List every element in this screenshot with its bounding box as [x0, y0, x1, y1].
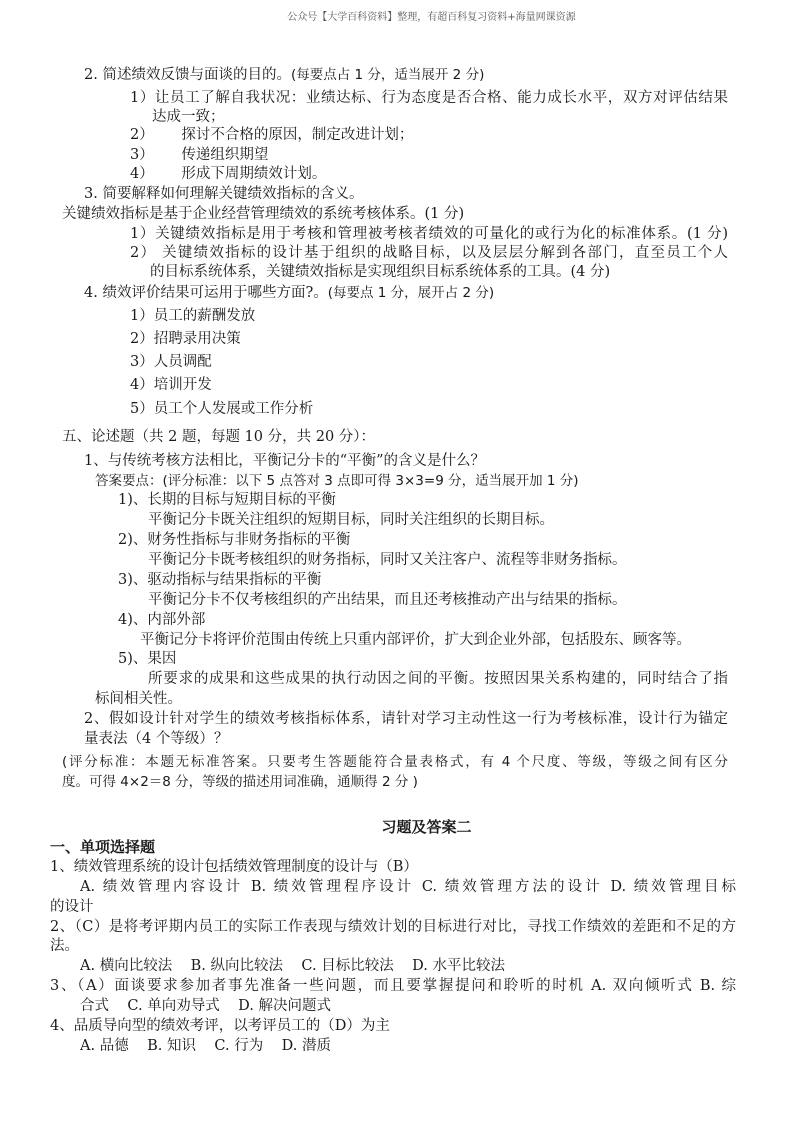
options: 合式 C. 单向劝导式 D. 解决问题式: [80, 998, 331, 1014]
question: 4、品质导向型的绩效考评，以考评员工的（D）为主: [50, 1018, 390, 1034]
answer-line: 达成一致；: [152, 109, 225, 125]
options: A. 横向比较法 B. 纵向比较法 C. 目标比较法 D. 水平比较法: [80, 958, 505, 974]
options: 的设计: [50, 899, 94, 915]
answer-detail: 所要求的成果和这些成果的执行动因之间的平衡。按照因果关系构建的，同时结合了指: [148, 671, 728, 687]
answer-point: 4)、内部外部: [118, 612, 206, 628]
list-item: 2）招聘录用决策: [130, 331, 241, 347]
score-note: (每要点 1 分，展开占 2 分): [327, 285, 495, 301]
answer-point: 5)、果因: [118, 651, 177, 667]
list-item: 3）人员调配: [130, 354, 212, 370]
answer-detail: 标间相关性。: [95, 691, 182, 707]
header-note: 公众号【大学百科资料】整理，有超百科复习资料+海量网课资源: [287, 12, 576, 23]
q2-title: 2. 简述绩效反馈与面谈的目的。: [84, 67, 291, 83]
question-title: 1、与传统考核方法相比，平衡记分卡的“平衡”的含义是什么？: [84, 453, 486, 469]
question: 3、（A）面谈要求参加者事先准备一些问题，而且要掌握提问和聆听的时机 A. 双向倾听式 B. 综: [50, 978, 736, 994]
answer-line: 1）让员工了解自我状况：业绩达标、行为态度是否合格、能力成长水平，双方对评估结果: [130, 90, 728, 106]
question: 法。: [50, 938, 79, 954]
options: A. 绩效管理内容设计 B. 绩效管理程序设计 C. 绩效管理方法的设计 D. 绩效管理目标: [80, 879, 736, 895]
answer-detail: 平衡记分卡既关注组织的短期目标，同时关注组织的长期目标。: [148, 512, 554, 528]
question-title: [84, 283, 494, 303]
scoring-note: (评分标准：本题无标准答案。只要考生答题能符合量表格式，有 4 个尺度、等级，等级之间有区分: [62, 754, 728, 770]
answer-line: 的目标系统体系，关键绩效指标是实现组织目标系统体系的工具。(4 分): [150, 264, 611, 280]
scoring-note: 度。可得 4×2＝8 分，等级的描述用词准确，通顺得 2 分 ): [62, 774, 418, 790]
answer-line: 2） 探讨不合格的原因，制定改进计划；: [130, 127, 414, 143]
part-title: 习题及答案二: [381, 818, 472, 836]
score-note: (每要点占 1 分，适当展开 2 分): [290, 67, 485, 83]
list-item: 1）员工的薪酬发放: [130, 308, 256, 324]
question-title: 量表法（4 个等级）？: [84, 731, 229, 747]
question-title: 2、假如设计针对学生的绩效考核指标体系，请针对学习主动性这一行为考核标准，设计行为锚定: [84, 711, 728, 727]
answer-point: 1)、长期的目标与短期目标的平衡: [118, 492, 336, 508]
answer-detail: 平衡记分卡既考核组织的财务指标，同时又关注客户、流程等非财务指标。: [148, 552, 627, 568]
options: A. 品德 B. 知识 C. 行为 D. 潜质: [80, 1038, 331, 1054]
answer-line: 关键绩效指标是基于企业经营管理绩效的系统考核体系。(1 分): [62, 206, 465, 222]
list-item: 4）培训开发: [130, 377, 212, 393]
answer-detail: 平衡记分卡不仅考核组织的产出结果，而且还考核推动产出与结果的指标。: [148, 592, 627, 608]
answer-line: 3） 传递组织期望: [130, 147, 269, 163]
question-title: [84, 65, 484, 85]
answer-line: 4） 形成下周期绩效计划。: [130, 166, 327, 182]
answer-line: 2） 关键绩效指标的设计基于组织的战略目标，以及层层分解到各部门，直至员工个人: [130, 245, 728, 261]
section-heading: 一、单项选择题: [50, 838, 156, 856]
answer-detail: 平衡记分卡将评价范围由传统上只重内部评价，扩大到企业外部，包括股东、顾客等。: [140, 632, 691, 648]
question-title: 3. 简要解释如何理解关键绩效指标的含义。: [84, 186, 364, 202]
question: 2、（C）是将考评期内员工的实际工作表现与绩效计划的目标进行对比，寻找工作绩效的差距和不足的方: [50, 919, 736, 935]
scoring-note: 答案要点：(评分标准：以下 5 点答对 3 点即可得 3×3=9 分，适当展开加 1 分): [95, 473, 579, 489]
question: 1、绩效管理系统的设计包括绩效管理制度的设计与（B）: [50, 859, 418, 875]
answer-line: 1）关键绩效指标是用于考核和管理被考核者绩效的可量化的或行为化的标准体系。(1 分): [130, 226, 728, 242]
answer-point: 3)、驱动指标与结果指标的平衡: [118, 572, 322, 588]
answer-point: 2)、财务性指标与非财务指标的平衡: [118, 532, 351, 548]
q4-title: 4. 绩效评价结果可运用于哪些方面?。: [84, 285, 328, 301]
list-item: 5）员工个人发展或工作分析: [130, 401, 314, 417]
section-heading: 五、论述题（共 2 题，每题 10 分，共 20 分）：: [62, 429, 376, 445]
